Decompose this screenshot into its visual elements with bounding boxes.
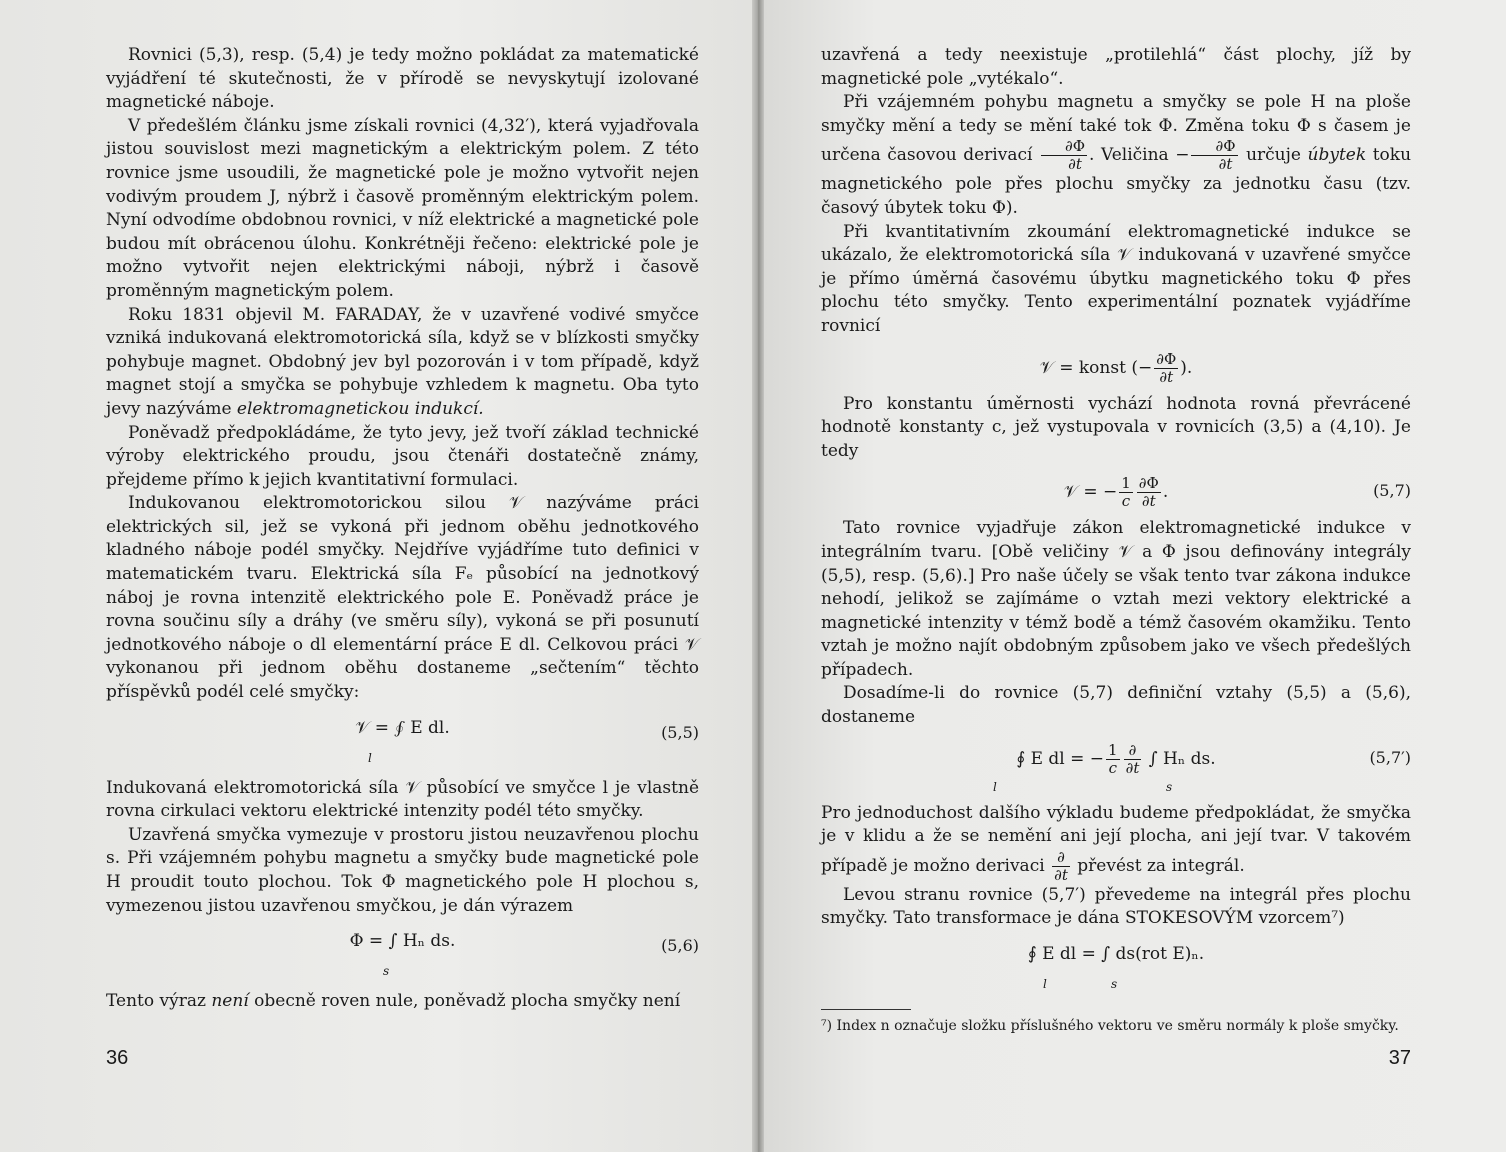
fraction: $\frac{\partial\Phi}{\partial t}$: [1041, 138, 1087, 173]
right-page: [764, 0, 1506, 1152]
paragraph: Indukovanou elektromotorickou silou 𝒱 nazýváme práci elektrických sil, jež se vykoná při jednom oběhu jednotkového kladného náboje podél smyčky. Nejdříve vyjádříme tuto definici v matematickém tvaru. Elektrická síla Fₑ působící na jednotkový náboj je rovna intenzitě elektrického pole E. Poněvadž práce je rovna součinu síly a dráhy (ve směru síly), vykoná se při posunutí jednotkového náboje o dl elementární práce E dl. Celkovou práci 𝒱 vykonanou při jednom oběhu dostaneme „sečtením“ těchto příspěvků podél celé smyčky:: [106, 493, 699, 703]
paragraph: Dosadíme-li do rovnice (5,7) definiční vztahy (5,5) a (5,6), dostaneme: [821, 683, 1411, 728]
paragraph: Indukovaná elektromotorická síla 𝒱 působící ve smyčce l je vlastně rovna cirkulaci vektoru elektrické intenzity podél této smyčky.: [106, 777, 699, 822]
emphasis-term: elektromagnetickou indukcí.: [236, 398, 484, 419]
fraction: $\frac{1}{c}$: [1108, 740, 1118, 777]
fraction: $\frac{\partial\Phi}{\partial t}$: [1191, 138, 1237, 173]
paragraph: Roku 1831 objevil M. FARADAY, že v uzavřené vodivé smyčce vzniká indukovaná elektromotorická síla, když se v blízkosti smyčky pohybuje magnet. Obdobný jev byl pozorován i v tom případě, když magnet stojí a smyčka se pohybuje vzhledem k magnetu. Oba tyto jevy nazýváme elektromagnetickou indukcí.: [106, 304, 699, 419]
equation-stokes: [821, 937, 1411, 995]
equation-5-7-prime: [821, 736, 1411, 794]
equation-body: 𝒱 = konst (− $\frac{\partial\Phi}{\partial t}$ ).: [1039, 349, 1193, 386]
left-text-column: [106, 44, 699, 1014]
paragraph: Při vzájemném pohybu magnetu a smyčky se pole H na ploše smyčky mění a tedy se mění také tok Φ. Změna toku Φ s časem je určena časovou derivací $\frac{\partial\Phi}{\partial t}$ . Veličina − $\frac{\partial\Phi}{\partial t}$ určuje úbytek toku magnetického pole přes plochu smyčky za jednotku času (tzv. časový úbytek toku Φ).: [821, 92, 1412, 218]
equation-number: (5,6): [661, 936, 699, 956]
integral-subscript: l: [993, 779, 997, 794]
integral-subscript: l: [1043, 977, 1047, 992]
page-number: 36: [106, 1047, 129, 1069]
paragraph: uzavřená a tedy neexistuje „protilehlá“ část plochy, jíž by magnetické pole „vytékalo“.: [821, 45, 1411, 89]
paragraph: Pro konstantu úměrnosti vychází hodnota rovná převrácené hodnotě konstanty c, jež vystupovala v rovnicích (3,5) a (4,10). Je tedy: [821, 393, 1411, 461]
fraction: $\frac{\partial\Phi}{\partial t}$: [1156, 349, 1177, 386]
fraction: $\frac{1}{c}$: [1121, 474, 1131, 511]
paragraph: Levou stranu rovnice (5,7′) převedeme na integrál přes plochu smyčky. Tato transformace je dána STOKESOVÝM vzorcem⁷): [821, 884, 1411, 929]
footnote-rule: [821, 1009, 911, 1010]
footnote: ⁷) Index n označuje složku příslušného vektoru ve směru normály k ploše smyčky.: [821, 1018, 1399, 1035]
book-gutter: [752, 0, 764, 1152]
left-page: [0, 0, 752, 1152]
integral-subscript: l: [368, 750, 372, 765]
equation-body: 𝒱 = ∮ E dl.: [355, 717, 450, 738]
paragraph: Při kvantitativním zkoumání elektromagnetické indukce se ukázalo, že elektromotorická síla 𝒱 indukovaná v uzavřené smyčce je přímo úměrná časovému úbytku magnetického toku Φ přes plochu této smyčky. Tento experimentální poznatek vyjádříme rovnicí: [821, 221, 1411, 336]
integral-subscript: s: [1166, 779, 1173, 794]
paragraph: Rovnici (5,3), resp. (5,4) je tedy možno pokládat za matematické vyjádření té skutečnosti, že v přírodě se nevyskytují izolované magnetické náboje.: [106, 45, 699, 113]
integral-subscript: s: [1111, 977, 1118, 992]
equation-body: Φ = ∫ Hₙ ds.: [349, 931, 456, 952]
integral-subscript: s: [383, 964, 390, 979]
page-number: 37: [1388, 1047, 1411, 1069]
fraction: $\frac{\partial}{\partial t}$: [1054, 847, 1068, 884]
paragraph: Tato rovnice vyjadřuje zákon elektromagnetické indukce v integrálním tvaru. [Obě veličiny 𝒱 a Φ jsou definovány integrály (5,5), resp. (5,6).] Pro naše účely se však tento tvar zákona indukce nehodí, jelikož se zajímáme o vztah mezi vektory elektrické a magnetické intenzity v témž bodě a témž časovém okamžiku. Tento vztah je možno najít obdobným způsobem jako ve všech předešlých případech.: [821, 518, 1411, 680]
equation-body: ∮ E dl = ∫ ds(rot E)ₙ.: [1027, 944, 1205, 965]
equation-body: ∮ E dl = − $\frac{1}{c}$ $\frac{\partial}{\partial t}$ ∫ Hₙ ds.: [1016, 740, 1216, 777]
paragraph: Tento výraz není obecně roven nule, poněvadž plocha smyčky není: [106, 991, 681, 1012]
equation-body: 𝒱 = − $\frac{1}{c}$ $\frac{\partial\Phi}{\partial t}$ .: [1063, 474, 1169, 511]
right-text-column: [821, 44, 1411, 1037]
equation-5-6: [106, 924, 699, 982]
equation-5-5: [106, 711, 699, 769]
fraction: $\frac{\partial}{\partial t}$: [1125, 740, 1140, 777]
equation-number: (5,7′): [1369, 747, 1411, 767]
fraction: $\frac{\partial\Phi}{\partial t}$: [1138, 474, 1159, 511]
equation-5-7: [821, 469, 1411, 509]
paragraph: Uzavřená smyčka vymezuje v prostoru jistou neuzavřenou plochu s. Při vzájemném pohybu magnetu a smyčky bude magnetické pole H proudit touto plochou. Tok Φ magnetického pole H plochou s, vymezenou jistou uzavřenou smyčkou, je dán výrazem: [106, 824, 699, 916]
equation-konst: [821, 345, 1411, 385]
equation-number: (5,7): [1373, 481, 1411, 501]
equation-number: (5,5): [661, 722, 699, 742]
paragraph: Pro jednoduchost dalšího výkladu budeme předpokládat, že smyčka je v klidu a že se nemění ani její plocha, ani její tvar. V takovém případě je možno derivaci $\frac{\partial}{\partial t}$ převést za integrál.: [821, 802, 1411, 884]
paragraph: Poněvadž předpokládáme, že tyto jevy, jež tvoří základ technické výroby elektrického proudu, jsou čtenáři dostatečně známy, přejdeme přímo k jejich kvantitativní formulaci.: [106, 422, 699, 490]
paragraph: V předešlém článku jsme získali rovnici (4,32′), která vyjadřovala jistou souvislost mezi magnetickým a elektrickým polem. Z této rovnice jsme usoudili, že magnetické pole je možno vytvořit nejen vodivým proudem J, nýbrž i časově proměnným elektrickým polem. Nyní odvodíme obdobnou rovnici, v níž elektrické a magnetické pole budou mít obrácenou úlohu. Konkrétněji řečeno: elektrické pole je možno vytvořit nejen elektrickými náboji, nýbrž i časově proměnným magnetickým polem.: [106, 115, 699, 301]
